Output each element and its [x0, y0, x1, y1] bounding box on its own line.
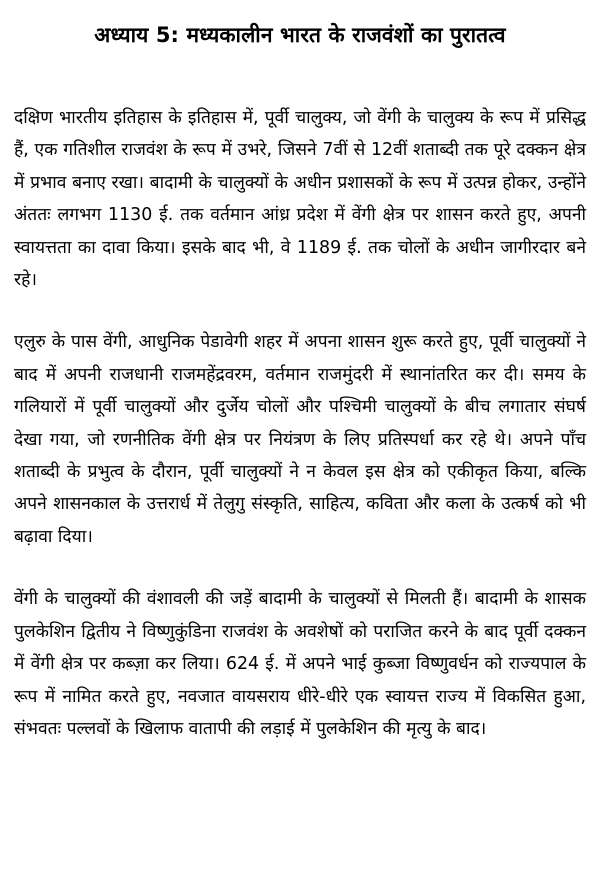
- chapter-title: अध्याय 5: मध्यकालीन भारत के राजवंशों का पुरातत्व: [94, 23, 506, 47]
- paragraph-lineage: वेंगी के चालुक्यों की वंशावली की जड़ें बादामी के चालुक्यों से मिलती हैं। बादामी के शासक पुलकेशिन द्वितीय ने विष्णुकुंडिना राजवंश के अवशेषों को पराजित करने के बाद पूर्वी दक्कन में वेंगी क्षेत्र पर कब्ज़ा कर लिया। 624 ई. में अपने भाई कुब्जा विष्णुवर्धन को राज्यपाल के रूप में नामित करते हुए, नवजात वायसराय धीरे-धीरे एक स्वायत्त राज्य में विकसित हुआ, संभवतः पल्लवों के खिलाफ वातापी की लड़ाई में पुलकेशिन की मृत्यु के बाद।: [14, 589, 586, 739]
- paragraph-vengi-capital: एलुरु के पास वेंगी, आधुनिक पेडावेगी शहर में अपना शासन शुरू करते हुए, पूर्वी चालुक्यों ने बाद में अपनी राजधानी राजमहेंद्रवरम, वर्तमान राजमुंदरी में स्थानांतरित कर दी। समय के गलियारों में पूर्वी चालुक्यों और दुर्जेय चोलों और पश्चिमी चालुक्यों के बीच लगातार संघर्ष देखा गया, जो रणनीतिक वेंगी क्षेत्र पर नियंत्रण के लिए प्रतिस्पर्धा कर रहे थे। अपने पाँच शताब्दी के प्रभुत्व के दौरान, पूर्वी चालुक्यों ने न केवल इस क्षेत्र को एकीकृत किया, बल्कि अपने शासनकाल के उत्तरार्ध में तेलुगु संस्कृति, साहित्य, कविता और कला के उत्कर्ष को भी बढ़ावा दिया।: [14, 332, 586, 547]
- paragraph-eastern-chalukyas-intro: दक्षिण भारतीय इतिहास के इतिहास में, पूर्वी चालुक्य, जो वेंगी के चालुक्य के रूप में प्रसिद्ध हैं, एक गतिशील राजवंश के रूप में उभरे, जिसने 7वीं से 12वीं शताब्दी तक पूरे दक्कन क्षेत्र में प्रभाव बनाए रखा। बादामी के चालुक्यों के अधीन प्रशासकों के रूप में उत्पन्न होकर, उन्होंने अंततः लगभग 1130 ई. तक वर्तमान आंध्र प्रदेश में वेंगी क्षेत्र पर शासन करते हुए, अपनी स्वायत्तता का दावा किया। इसके बाद भी, वे 1189 ई. तक चोलों के अधीन जागीरदार बने रहे।: [14, 108, 586, 291]
